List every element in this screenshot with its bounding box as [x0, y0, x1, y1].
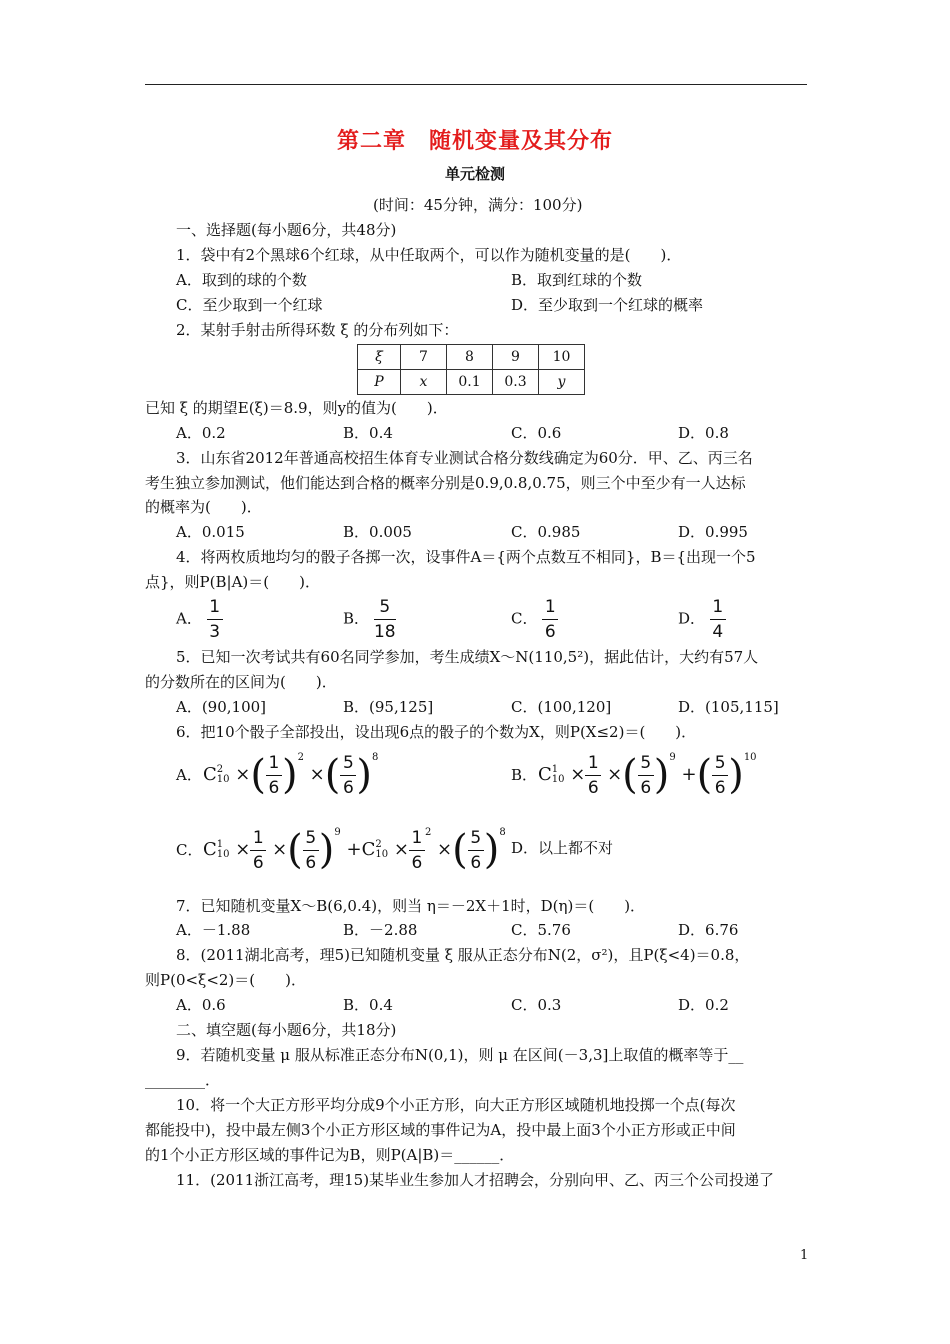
q6-option-a-formula: C 2 10 ×( $\frac{1}{6}$ )$^2$ ×( $\frac{5}{6}$ )$^8$ — [203, 752, 379, 798]
q8-option-a: A．0.6 — [176, 996, 226, 1014]
fraction — [374, 597, 396, 642]
exponent: 2 — [297, 752, 304, 763]
table-cell: 7 — [401, 345, 447, 370]
q7-option-b: B．－2.88 — [343, 921, 418, 939]
denominator: 6 — [305, 852, 317, 873]
denominator: 6 — [470, 852, 482, 873]
q2-condition: 已知 ξ 的期望E(ξ)＝8.9，则y的值为( )． — [145, 399, 448, 417]
fraction — [710, 597, 726, 642]
q4-option-c — [511, 597, 558, 642]
numerator: 1 — [544, 597, 556, 617]
q2-option-a: A．0.2 — [176, 424, 226, 442]
exponent: 2 — [424, 827, 432, 838]
subscript: 10 — [551, 774, 565, 785]
numerator: 1 — [712, 597, 724, 617]
combination-symbol: C — [361, 839, 376, 860]
q6-option-c-formula: C 1 10 × $\frac{1}{6}$ ×( $\frac{5}{6}$ )$^9$ +C 2 10 × $\frac{1}{6}$ $^2$ ×( $\frac{5}{6}$ )$^8$ — [203, 827, 506, 873]
q6-option-b-label: B． — [511, 766, 538, 784]
q10-line-2: 都能投中)，投中最左侧3个小正方形区域的事件记为A，投中最上面3个小正方形或正中间 — [145, 1121, 736, 1139]
option-label: A． — [176, 609, 202, 628]
time-note: (时间：45分钟，满分：100分) — [373, 196, 583, 214]
superscript: 2 — [216, 764, 224, 775]
table-cell: 9 — [493, 345, 539, 370]
times-symbol: × — [607, 764, 623, 785]
plus-symbol: + — [681, 764, 697, 785]
table-cell: 0.1 — [447, 370, 493, 395]
times-symbol: × — [309, 764, 325, 785]
q3-line-2: 考生独立参加测试，他们能达到合格的概率分别是0.9,0.8,0.75，则三个中至少有一人达标 — [145, 474, 746, 492]
plus-symbol: + — [346, 839, 362, 860]
exponent: 10 — [743, 752, 757, 763]
subscript: 10 — [375, 849, 389, 860]
q1-stem: 1．袋中有2个黑球6个红球，从中任取两个，可以作为随机变量的是( )． — [176, 246, 682, 264]
denominator: 6 — [268, 777, 280, 798]
combination-symbol: C — [538, 764, 552, 785]
denominator: 6 — [640, 777, 652, 798]
q8-option-d: D．0.2 — [678, 996, 729, 1014]
superscript: 1 — [551, 764, 559, 775]
q4-line-2: 点}，则P(B|A)＝( )． — [145, 573, 320, 591]
page-number: 1 — [800, 1248, 809, 1263]
q6-option-a-label: A． — [176, 766, 202, 784]
q6-stem: 6．把10个骰子全部投出，设出现6点的骰子的个数为X，则P(X≤2)＝( )． — [176, 723, 697, 741]
numerator: 5 — [714, 752, 726, 773]
q4-option-d — [678, 597, 726, 642]
q7-stem: 7．已知随机变量X～B(6,0.4)，则当 η＝－2X＋1时，D(η)＝( )． — [176, 897, 646, 915]
q8-line-2: 则P(0<ξ<2)＝( )． — [145, 971, 306, 989]
combination-symbol: C — [203, 764, 217, 785]
q3-line-1: 3．山东省2012年普通高校招生体育专业测试合格分数线确定为60分．甲、乙、丙三名 — [176, 449, 753, 467]
q7-option-d: D．6.76 — [678, 921, 739, 939]
table-row — [358, 345, 585, 370]
table-cell: y — [539, 370, 585, 395]
q3-option-b: B．0.005 — [343, 523, 412, 541]
distribution-table — [357, 344, 585, 395]
q6-option-c-label: C． — [176, 841, 203, 859]
q8-option-b: B．0.4 — [343, 996, 393, 1014]
numerator: 1 — [587, 752, 599, 773]
q9-line-2: ________． — [145, 1071, 221, 1089]
q9-line-1: 9．若随机变量 μ 服从标准正态分布N(0,1)，则 μ 在区间(－3,3]上取值的概率等于__ — [176, 1046, 744, 1064]
q2-stem: 2．某射手射击所得环数 ξ 的分布列如下： — [176, 321, 459, 339]
q1-option-d: D．至少取到一个红球的概率 — [511, 296, 704, 314]
q2-option-c: C．0.6 — [511, 424, 562, 442]
table-cell: 10 — [539, 345, 585, 370]
times-symbol: × — [272, 839, 288, 860]
q3-option-d: D．0.995 — [678, 523, 748, 541]
q10-line-1: 10．将一个大正方形平均分成9个小正方形，向大正方形区域随机地投掷一个点(每次 — [176, 1096, 736, 1114]
numerator: 5 — [342, 752, 354, 773]
header-rule — [145, 84, 807, 85]
q1-option-b: B．取到红球的个数 — [511, 271, 643, 289]
table-cell: P — [358, 370, 401, 395]
q11-line-1: 11．(2011浙江高考，理15)某毕业生参加人才招聘会，分别向甲、乙、丙三个公司投递了 — [176, 1171, 775, 1189]
q6-option-b-formula: C 1 10 × $\frac{1}{6}$ ×( $\frac{5}{6}$ )$^9$ +( $\frac{5}{6}$ )$^{10}$ — [538, 752, 757, 798]
q4-option-a — [176, 597, 223, 642]
denominator: 18 — [373, 622, 396, 642]
q5-line-1: 5．已知一次考试共有60名同学参加，考生成绩X～N(110,5²)，据此估计，大约有57人 — [176, 648, 759, 666]
denominator: 6 — [714, 777, 726, 798]
option-label: D． — [678, 609, 706, 628]
exponent: 9 — [334, 827, 341, 838]
numerator: 5 — [470, 827, 482, 848]
option-label: B． — [343, 609, 370, 628]
table-row — [358, 370, 585, 395]
denominator: 3 — [209, 622, 221, 642]
fraction — [542, 597, 558, 642]
q1-option-a: A．取到的球的个数 — [176, 271, 307, 289]
table-cell: 0.3 — [493, 370, 539, 395]
q4-line-1: 4．将两枚质地均匀的骰子各掷一次，设事件A＝{两个点数互不相同}，B＝{出现一个5 — [176, 548, 756, 566]
numerator: 5 — [379, 597, 391, 617]
times-symbol: × — [235, 764, 251, 785]
q5-option-b: B．(95,125] — [343, 698, 434, 716]
table-cell: x — [401, 370, 447, 395]
numerator: 1 — [268, 752, 280, 773]
q8-line-1: 8．(2011湖北高考，理5)已知随机变量 ξ 服从正态分布N(2，σ²)，且P(ξ<4)＝0.8， — [176, 946, 750, 964]
q1-option-c: C．至少取到一个红球 — [176, 296, 323, 314]
exponent: 8 — [499, 827, 506, 838]
table-cell: 8 — [447, 345, 493, 370]
numerator: 5 — [640, 752, 652, 773]
exponent: 9 — [669, 752, 676, 763]
denominator: 4 — [712, 622, 724, 642]
exponent: 8 — [371, 752, 379, 763]
times-symbol: × — [393, 839, 409, 860]
subscript: 10 — [216, 849, 230, 860]
numerator: 5 — [305, 827, 317, 848]
superscript: 1 — [216, 839, 224, 850]
times-symbol: × — [570, 764, 586, 785]
option-label: C． — [511, 609, 538, 628]
times-symbol: × — [437, 839, 453, 860]
fraction — [207, 597, 223, 642]
q5-option-a: A．(90,100] — [176, 698, 267, 716]
q5-line-2: 的分数所在的区间为( )． — [145, 673, 337, 691]
q5-option-c: C．(100,120] — [511, 698, 612, 716]
q10-line-3: 的1个小正方形区域的事件记为B，则P(A|B)＝______． — [145, 1146, 515, 1164]
unit-title: 单元检测 — [444, 165, 505, 183]
subscript: 10 — [216, 774, 230, 785]
q3-line-3: 的概率为( )． — [145, 498, 262, 516]
q7-option-c: C．5.76 — [511, 921, 571, 939]
denominator: 6 — [342, 777, 354, 798]
q3-option-a: A．0.015 — [176, 523, 245, 541]
q6-option-d: D．以上都不对 — [511, 839, 614, 857]
table-cell: ξ — [358, 345, 401, 370]
numerator: 1 — [411, 827, 423, 848]
chapter-title: 第二章 随机变量及其分布 — [336, 128, 613, 154]
denominator: 6 — [587, 777, 599, 798]
q2-option-b: B．0.4 — [343, 424, 393, 442]
denominator: 6 — [252, 852, 264, 873]
q2-option-d: D．0.8 — [678, 424, 729, 442]
denominator: 6 — [411, 852, 423, 873]
numerator: 1 — [209, 597, 221, 617]
q5-option-d: D．(105,115] — [678, 698, 779, 716]
denominator: 6 — [544, 622, 556, 642]
section-fill-heading: 二、填空题(每小题6分，共18分) — [176, 1021, 397, 1039]
numerator: 1 — [252, 827, 264, 848]
q4-option-b — [343, 597, 396, 642]
times-symbol: × — [235, 839, 251, 860]
q8-option-c: C．0.3 — [511, 996, 562, 1014]
superscript: 2 — [375, 839, 382, 850]
section-choice-heading: 一、选择题(每小题6分，共48分) — [176, 221, 397, 239]
combination-symbol: C — [203, 839, 217, 860]
q3-option-c: C．0.985 — [511, 523, 581, 541]
q7-option-a: A．－1.88 — [176, 921, 251, 939]
